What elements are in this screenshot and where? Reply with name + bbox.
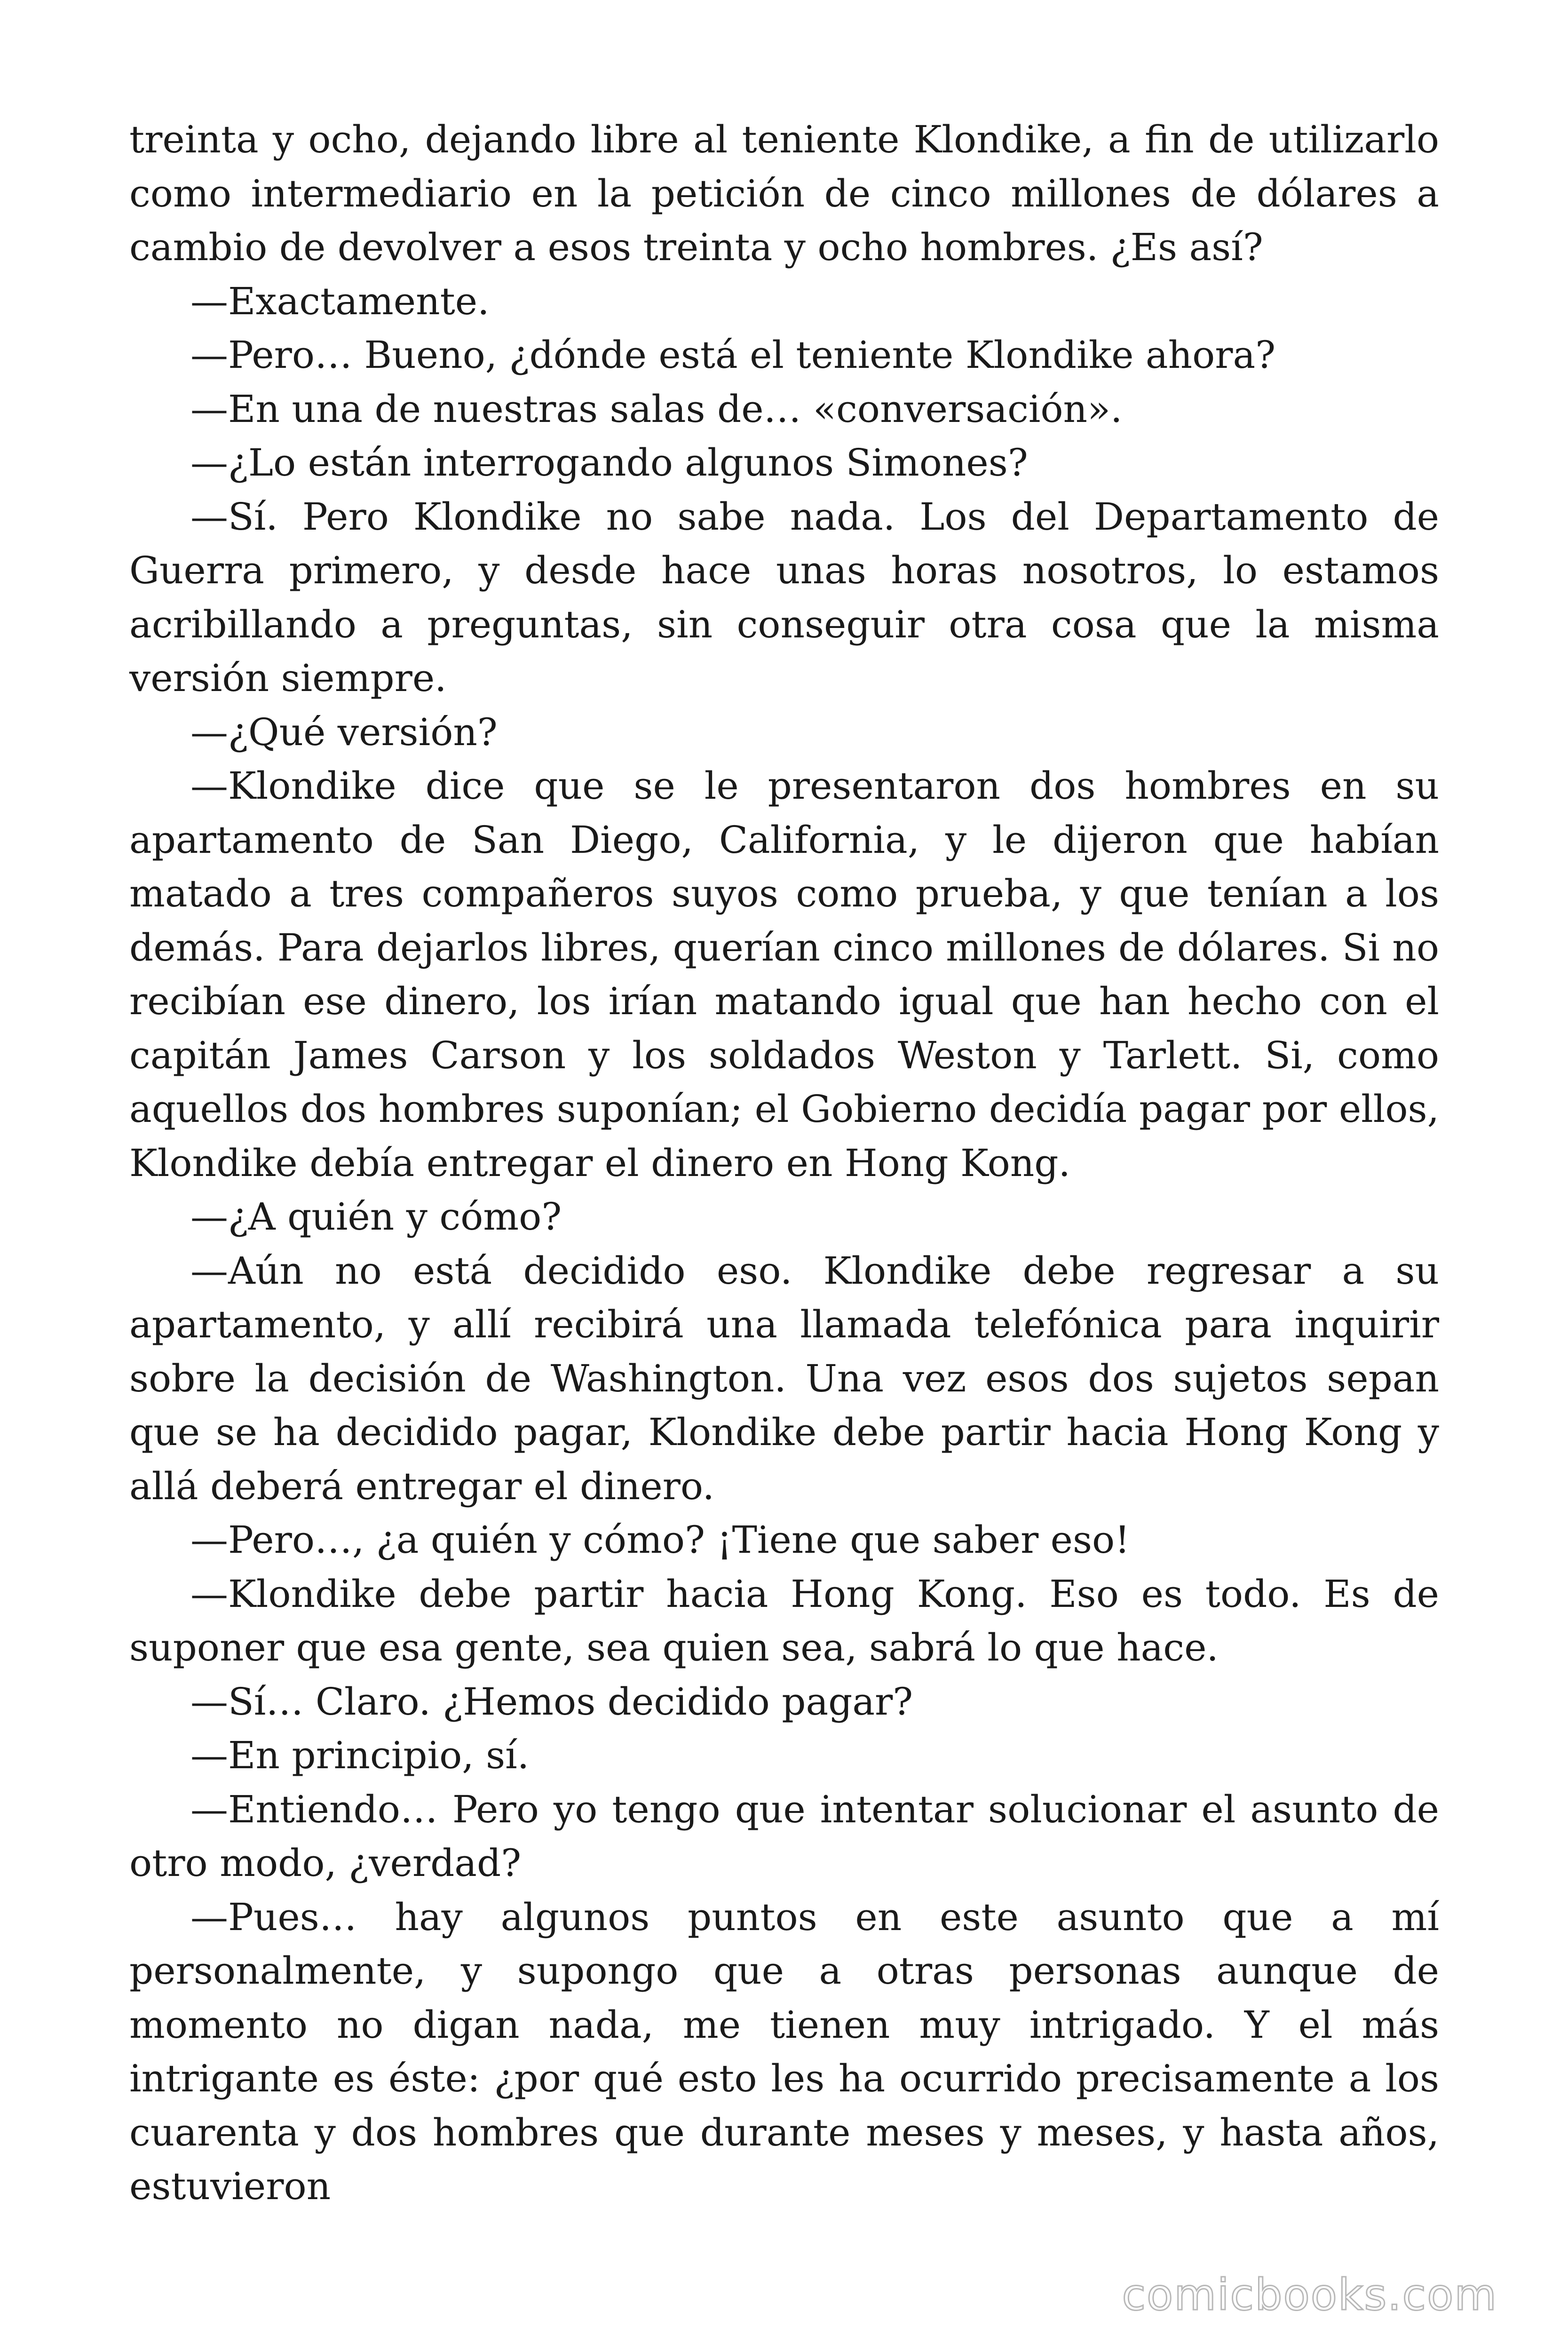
- paragraph-11: —Pero…, ¿a quién y cómo? ¡Tiene que saber eso!: [190, 1518, 1130, 1562]
- watermark-logo: comicbooks.com: [1122, 2270, 1497, 2320]
- paragraph-6: —Sí. Pero Klondike no sabe nada. Los del Departamento de Guerra primero, y desde hace unas horas nosotros, lo estamos acribillando a preguntas, sin conseguir otra cosa que la misma versión siempre.: [129, 494, 1439, 700]
- paragraph-13: —Sí… Claro. ¿Hemos decidido pagar?: [190, 1679, 913, 1724]
- book-page-text: [129, 113, 1439, 2214]
- paragraph-7: —¿Qué versión?: [190, 710, 498, 754]
- paragraph-10: —Aún no está decidido eso. Klondike debe regresar a su apartamento, y allí recibirá una llamada telefónica para inquirir sobre la decisión de Washington. Una vez esos dos sujetos sepan que se ha decidido pagar, Klondike debe partir hacia Hong Kong y allá deberá entregar el dinero.: [129, 1248, 1439, 1508]
- paragraph-9: —¿A quién y cómo?: [190, 1195, 562, 1239]
- paragraph-5: —¿Lo están interrogando algunos Simones?: [190, 441, 1028, 485]
- paragraph-8: —Klondike dice que se le presentaron dos hombres en su apartamento de San Diego, California, y le dijeron que habían matado a tres compañeros suyos como prueba, y que tenían a los demás. Para dejarlos libres, querían cinco millones de dólares. Si no recibían ese dinero, los irían matando igual que han hecho con el capitán James Carson y los soldados Weston y Tarlett. Si, como aquellos dos hombres suponían; el Gobierno decidía pagar por ellos, Klondike debía entregar el dinero en Hong Kong.: [129, 764, 1439, 1185]
- paragraph-2: —Exactamente.: [190, 279, 490, 323]
- paragraph-16: —Pues… hay algunos puntos en este asunto que a mí personalmente, y supongo que a otras personas aunque de momento no digan nada, me tienen muy intrigado. Y el más intrigante es éste: ¿por qué esto les ha ocurrido precisamente a los cuarenta y dos hombres que durante meses y meses, y hasta años, estuvieron: [129, 1895, 1439, 2208]
- paragraph-12: —Klondike debe partir hacia Hong Kong. Eso es todo. Es de suponer que esa gente, sea quien sea, sabrá lo que hace.: [129, 1572, 1439, 1669]
- paragraph-4: —En una de nuestras salas de… «conversación».: [190, 387, 1123, 431]
- paragraph-15: —Entiendo… Pero yo tengo que intentar solucionar el asunto de otro modo, ¿verdad?: [129, 1787, 1439, 1885]
- paragraph-3: —Pero… Bueno, ¿dónde está el teniente Klondike ahora?: [190, 333, 1276, 377]
- paragraph-1: treinta y ocho, dejando libre al teniente Klondike, a fin de utilizarlo como intermediario en la petición de cinco millones de dólares a cambio de devolver a esos treinta y ocho hombres. ¿Es así?: [129, 118, 1439, 269]
- paragraph-14: —En principio, sí.: [190, 1733, 530, 1777]
